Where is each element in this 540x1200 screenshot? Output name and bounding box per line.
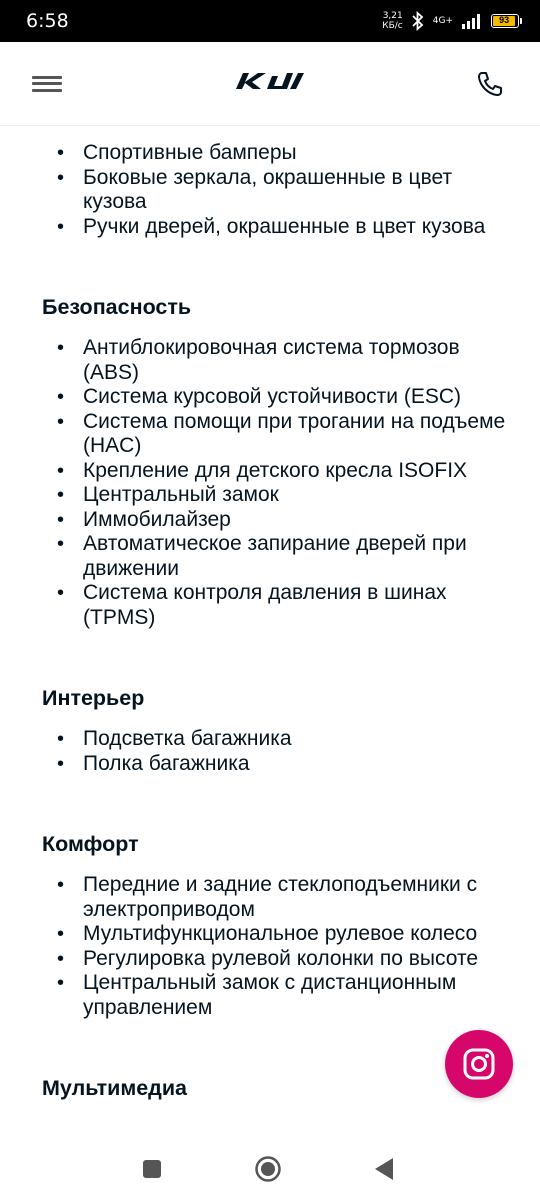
list-item: • Система курсовой устойчивости (ESC) [42, 385, 514, 410]
list-item: • Иммобилайзер [42, 508, 514, 533]
network-type: 4G+ [432, 16, 453, 26]
status-bar [0, 0, 540, 42]
list-item: • Система контроля давления в шинах (TPMS) [42, 581, 514, 630]
circle-icon[interactable] [254, 1155, 282, 1183]
list-item: • Мультифункциональное рулевое колесо [42, 922, 514, 947]
interior-list [42, 727, 514, 776]
signal-icon [461, 13, 483, 29]
exterior-list [42, 141, 514, 239]
list-item: • Центральный замок [42, 483, 514, 508]
bluetooth-icon [411, 11, 425, 31]
square-icon[interactable] [138, 1155, 166, 1183]
list-item: • Ручки дверей, окрашенные в цвет кузова [42, 215, 514, 240]
hamburger-icon[interactable] [32, 73, 64, 95]
safety-list [42, 336, 514, 630]
battery-indicator [491, 14, 522, 28]
list-item: • Регулировка рулевой колонки по высоте [42, 947, 514, 972]
comfort-list [42, 873, 514, 1020]
list-item: • Система помощи при трогании на подъеме (HAC) [42, 410, 514, 459]
system-nav-bar [0, 1135, 540, 1200]
section-title-interior: Интерьер [42, 686, 145, 710]
equipment-content [0, 127, 540, 1135]
app-header [0, 42, 540, 126]
list-item: • Спортивные бамперы [42, 141, 514, 166]
list-item: • Боковые зеркала, окрашенные в цвет кузова [42, 166, 514, 215]
instagram-icon [462, 1047, 496, 1081]
status-time: 6:58 [26, 10, 69, 32]
battery-level: 93 [493, 16, 515, 26]
network-speed: 3,21 КБ/с [382, 11, 403, 31]
phone-icon[interactable] [470, 64, 510, 104]
kia-logo[interactable] [234, 70, 306, 92]
section-title-multimedia: Мультимедиа [42, 1076, 187, 1100]
list-item: • Передние и задние стеклоподъемники с электроприводом [42, 873, 514, 922]
list-item: • Антиблокировочная система тормозов (ABS) [42, 336, 514, 385]
triangle-back-icon[interactable] [370, 1155, 398, 1183]
list-item: • Крепление для детского кресла ISOFIX [42, 459, 514, 484]
instagram-button[interactable] [445, 1030, 513, 1098]
list-item: • Центральный замок с дистанционным управлением [42, 971, 514, 1020]
status-indicators [382, 11, 522, 31]
section-title-safety: Безопасность [42, 295, 192, 319]
section-title-comfort: Комфорт [42, 832, 139, 856]
list-item: • Полка багажника [42, 752, 514, 777]
list-item: • Автоматическое запирание дверей при движении [42, 532, 514, 581]
list-item: • Подсветка багажника [42, 727, 514, 752]
